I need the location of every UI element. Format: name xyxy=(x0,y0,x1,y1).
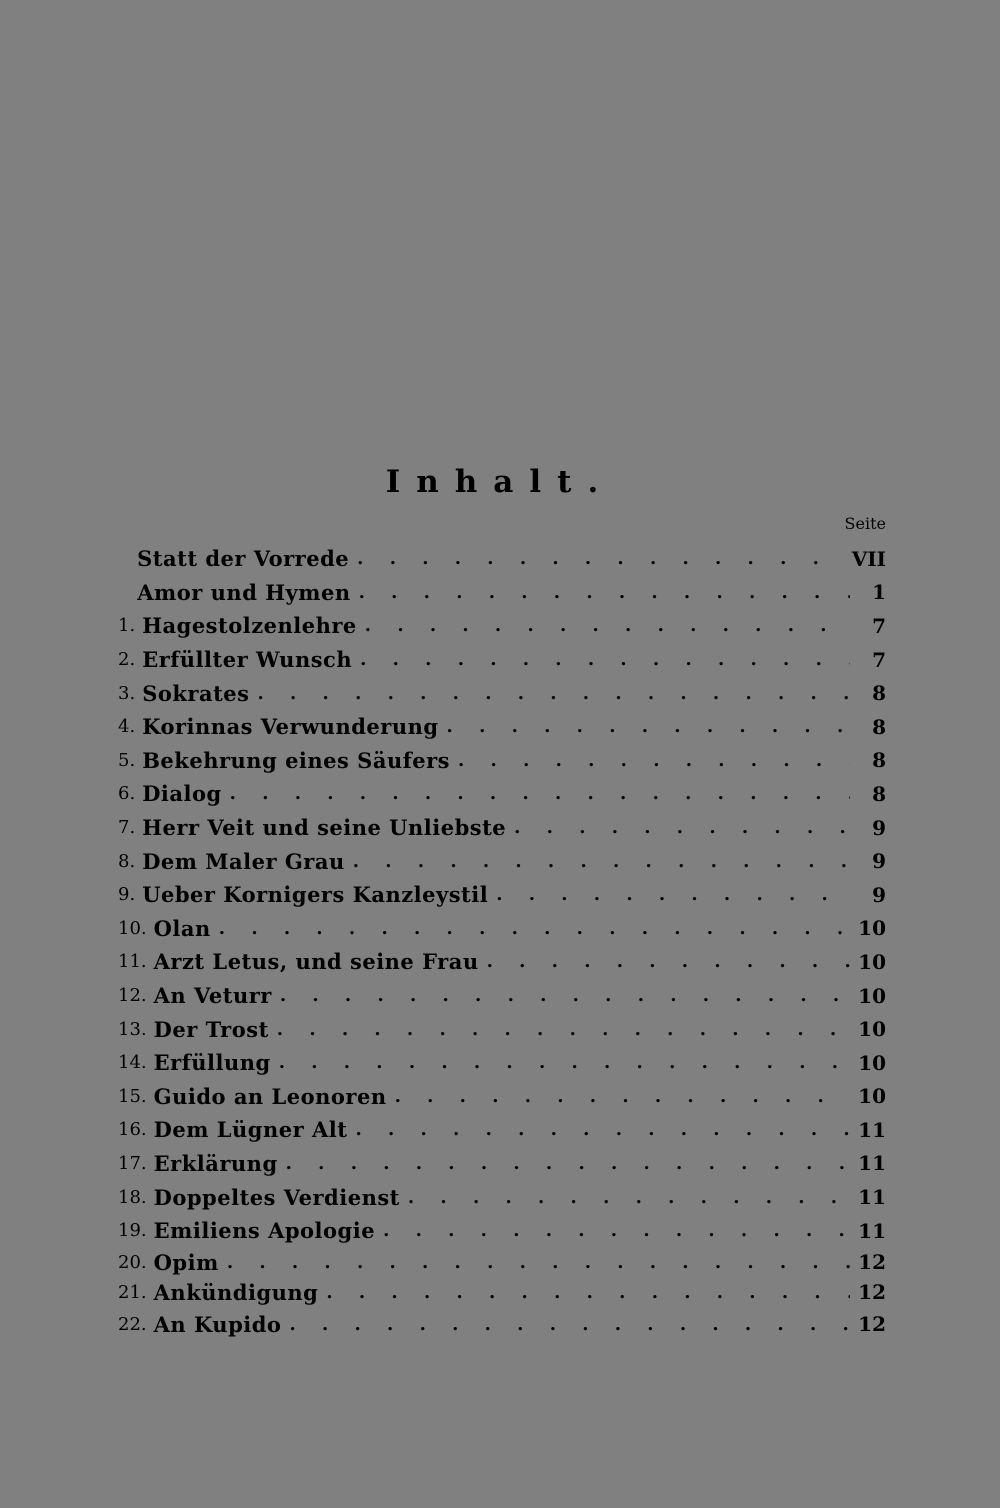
entry-page: 10 xyxy=(858,1084,886,1109)
entry-title: Sokrates xyxy=(142,680,250,706)
toc-entry xyxy=(118,1147,886,1181)
toc-entry xyxy=(118,1214,886,1248)
dot-leader xyxy=(496,884,850,905)
dot-leader xyxy=(360,649,850,670)
entry-number: 14. xyxy=(118,1052,147,1074)
toc-entry xyxy=(118,777,886,811)
entry-page: 11 xyxy=(858,1218,886,1243)
toc-entry xyxy=(118,878,886,912)
entry-title: Dem Maler Grau xyxy=(142,848,345,874)
entry-page: 9 xyxy=(872,882,886,907)
entry-title: Bekehrung eines Säufers xyxy=(142,747,450,773)
entry-page: VII xyxy=(851,546,886,571)
dot-leader xyxy=(280,985,850,1006)
entry-number: 17. xyxy=(118,1152,147,1174)
entry-title: Statt der Vorrede xyxy=(137,546,350,572)
entry-title: Amor und Hymen xyxy=(137,579,351,605)
toc-entry xyxy=(118,979,886,1013)
entry-page: 8 xyxy=(872,748,886,773)
dot-leader xyxy=(286,1153,850,1174)
entry-page: 11 xyxy=(858,1185,886,1210)
dot-leader xyxy=(365,615,850,636)
entry-title: Doppeltes Verdienst xyxy=(153,1184,400,1210)
toc-entry xyxy=(118,744,886,778)
entry-number: 13. xyxy=(118,1018,147,1040)
entry-page: 12 xyxy=(858,1250,886,1275)
toc-entry xyxy=(118,811,886,845)
entry-page: 7 xyxy=(872,613,886,638)
toc-entry xyxy=(118,912,886,946)
entry-page: 10 xyxy=(858,916,886,941)
entry-title: Guido an Leonoren xyxy=(153,1083,387,1109)
toc-entry xyxy=(118,1277,886,1307)
dot-leader xyxy=(279,1052,850,1073)
entry-number: 21. xyxy=(118,1281,147,1303)
entry-title: Emiliens Apologie xyxy=(153,1218,376,1244)
entry-page: 10 xyxy=(858,1050,886,1075)
entry-page: 11 xyxy=(858,1117,886,1142)
dot-leader xyxy=(326,1282,850,1303)
entry-page: 9 xyxy=(872,849,886,874)
entry-title: Erklärung xyxy=(153,1150,278,1176)
dot-leader xyxy=(353,851,850,872)
entry-number: 2. xyxy=(118,649,136,671)
entry-page: 10 xyxy=(858,949,886,974)
page-title: Inhalt. xyxy=(385,464,615,500)
toc-entry xyxy=(118,844,886,878)
toc-entry xyxy=(118,1307,886,1341)
entry-title: Arzt Letus, und seine Frau xyxy=(153,949,479,975)
toc-entry xyxy=(118,1046,886,1080)
dot-leader xyxy=(357,548,844,569)
dot-leader xyxy=(395,1086,850,1107)
entry-title: Korinnas Verwunderung xyxy=(142,714,439,740)
entry-title: Ankündigung xyxy=(153,1279,319,1305)
entry-page: 10 xyxy=(858,983,886,1008)
entry-number: 15. xyxy=(118,1085,147,1107)
dot-leader xyxy=(289,1314,850,1335)
toc-entry xyxy=(118,1180,886,1214)
dot-leader xyxy=(257,683,850,704)
entry-title: Der Trost xyxy=(153,1016,269,1042)
entry-page: 11 xyxy=(858,1151,886,1176)
toc-entry xyxy=(118,710,886,744)
dot-leader xyxy=(277,1019,850,1040)
entry-number: 18. xyxy=(118,1186,147,1208)
dot-leader xyxy=(458,750,850,771)
entry-number: 20. xyxy=(118,1251,147,1273)
dot-leader xyxy=(514,817,850,838)
toc-entry xyxy=(118,1113,886,1147)
toc-entry xyxy=(118,1080,886,1114)
entry-title: Olan xyxy=(153,915,211,941)
entry-title: Dialog xyxy=(142,781,222,807)
dot-leader xyxy=(230,783,850,804)
entry-number: 6. xyxy=(118,783,136,805)
entry-title: Herr Veit und seine Unliebste xyxy=(142,815,507,841)
entry-number: 11. xyxy=(118,951,147,973)
toc-entry xyxy=(118,1247,886,1277)
entry-title: Dem Lügner Alt xyxy=(153,1117,348,1143)
entry-number: 8. xyxy=(118,850,136,872)
toc-entry xyxy=(118,1012,886,1046)
entry-page: 8 xyxy=(872,781,886,806)
entry-title: Hagestolzenlehre xyxy=(142,613,357,639)
entry-number: 5. xyxy=(118,749,136,771)
table-of-contents xyxy=(118,542,886,1341)
toc-entry xyxy=(118,676,886,710)
dot-leader xyxy=(487,951,850,972)
dot-leader xyxy=(408,1187,850,1208)
dot-leader xyxy=(447,716,850,737)
entry-title: Opim xyxy=(153,1249,219,1275)
entry-number: 4. xyxy=(118,716,136,738)
toc-entry xyxy=(118,609,886,643)
entry-page: 1 xyxy=(872,580,886,605)
entry-page: 7 xyxy=(872,647,886,672)
entry-number: 12. xyxy=(118,985,147,1007)
dot-leader xyxy=(227,1252,850,1273)
entry-title: Erfüllung xyxy=(153,1050,271,1076)
entry-title: An Veturr xyxy=(153,983,272,1009)
toc-entry xyxy=(118,643,886,677)
dot-leader xyxy=(219,918,850,939)
entry-number: 22. xyxy=(118,1313,147,1335)
toc-entry xyxy=(118,576,886,610)
dot-leader xyxy=(359,582,850,603)
entry-number: 10. xyxy=(118,917,147,939)
entry-page: 9 xyxy=(872,815,886,840)
entry-title: An Kupido xyxy=(153,1311,282,1337)
entry-title: Ueber Kornigers Kanzleystil xyxy=(142,882,489,908)
toc-entry xyxy=(118,542,886,576)
entry-title: Erfüllter Wunsch xyxy=(142,647,353,673)
entry-number: 19. xyxy=(118,1220,147,1242)
entry-page: 8 xyxy=(872,714,886,739)
entry-number: 16. xyxy=(118,1119,147,1141)
entry-page: 12 xyxy=(858,1280,886,1305)
dot-leader xyxy=(355,1119,850,1140)
entry-page: 8 xyxy=(872,681,886,706)
dot-leader xyxy=(383,1220,850,1241)
entry-page: 12 xyxy=(858,1312,886,1337)
entry-number: 1. xyxy=(118,615,136,637)
entry-page: 10 xyxy=(858,1017,886,1042)
toc-entry xyxy=(118,945,886,979)
entry-number: 3. xyxy=(118,682,136,704)
entry-number: 7. xyxy=(118,817,136,839)
page-column-label: Seite xyxy=(844,514,886,533)
entry-number: 9. xyxy=(118,884,136,906)
